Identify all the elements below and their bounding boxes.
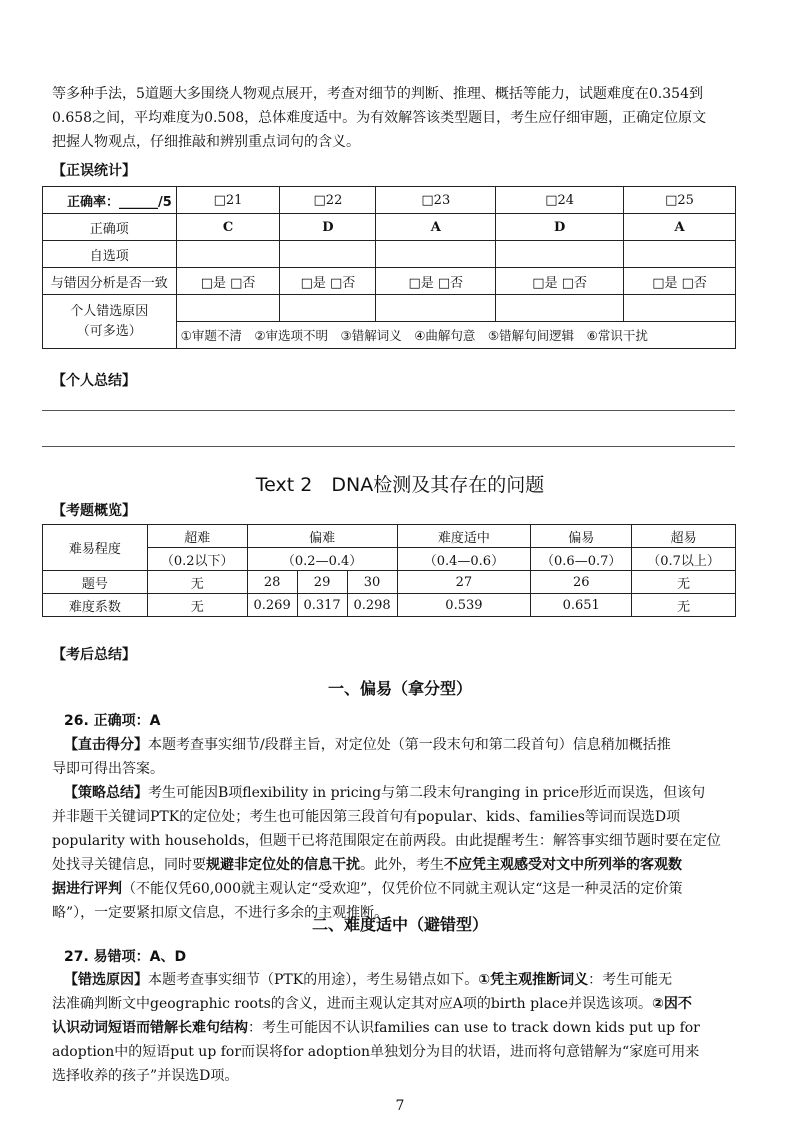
- tag: 【策略总结】: [64, 785, 148, 801]
- q27-title: 27. 易错项：A、D: [64, 949, 187, 965]
- text-line: [52, 733, 747, 757]
- question-checkbox[interactable]: □21: [176, 187, 280, 214]
- reason-cell[interactable]: [624, 295, 736, 322]
- section-heading: 二、难度适中（避错型）: [311, 915, 488, 934]
- summary-heading: 【个人总结】: [52, 373, 136, 389]
- text-line: [52, 853, 747, 877]
- text2-title: Text 2 DNA检测及其存在的问题: [255, 474, 545, 496]
- text: 考生可能因B项flexibility in pricing与第二段末句ranging in price形近而误选，但该句: [148, 785, 706, 801]
- qnum-cell: 27: [397, 571, 531, 594]
- coef-cell: 0.651: [531, 594, 632, 617]
- q26-body: [52, 733, 747, 925]
- level-name: 偏易: [531, 525, 632, 548]
- match-label: 与错因分析是否一致: [43, 268, 177, 295]
- match-checkbox[interactable]: □是 □否: [376, 268, 496, 295]
- question-checkbox[interactable]: □24: [496, 187, 624, 214]
- question-checkbox[interactable]: □22: [280, 187, 376, 214]
- reason-label-line: 个人错选原因: [70, 303, 149, 319]
- level-range: （0.7以上）: [632, 548, 736, 571]
- text-line: [52, 781, 747, 805]
- qnum-cell: 30: [347, 571, 397, 594]
- text: 处找寻关键信息，同时要: [52, 857, 206, 873]
- level-name: 难度适中: [397, 525, 531, 548]
- reason-cell[interactable]: [176, 295, 280, 322]
- level-range: （0.6—0.7）: [531, 548, 632, 571]
- overview-heading: 【考题概览】: [52, 503, 136, 519]
- q26-title: 26. 正确项：A: [64, 713, 161, 729]
- coef-cell: 无: [147, 594, 247, 617]
- emphasis: 不应凭主观感受对文中所列举的客观数: [444, 857, 682, 873]
- coef-label: 难度系数: [43, 594, 148, 617]
- post-heading: 【考后总结】: [52, 647, 136, 663]
- coef-cell: 无: [632, 594, 736, 617]
- text-line: 略”），一定要紧扣原文信息，不进行多余的主观推断。: [52, 905, 389, 921]
- emphasis: ②因不: [652, 996, 692, 1012]
- text: 。此外，考生: [360, 857, 444, 873]
- correct-answer: C: [176, 214, 280, 241]
- text: （不能仅凭60,000就主观认定“受欢迎”，仅凭价位不同就主观认定“这是一种灵活的定价策: [122, 881, 683, 897]
- text-line: [52, 992, 747, 1016]
- stats-heading: 【正误统计】: [52, 163, 136, 179]
- level-name: 偏难: [247, 525, 397, 548]
- summary-line[interactable]: [42, 410, 735, 411]
- level-label: 难易程度: [43, 525, 148, 571]
- tag: 【错选原因】: [64, 972, 148, 988]
- coef-cell: 0.269: [247, 594, 297, 617]
- page-number: 7: [395, 1098, 405, 1114]
- reason-cell[interactable]: [496, 295, 624, 322]
- level-name: 超难: [147, 525, 247, 548]
- level-range: （0.2—0.4）: [247, 548, 397, 571]
- match-checkbox[interactable]: □是 □否: [176, 268, 280, 295]
- qnum-cell: 无: [147, 571, 247, 594]
- correct-answer: A: [376, 214, 496, 241]
- chosen-cell[interactable]: [176, 241, 280, 268]
- level-range: （0.2以下）: [147, 548, 247, 571]
- chosen-cell[interactable]: [624, 241, 736, 268]
- stats-table: [42, 186, 736, 349]
- qnum-cell: 28: [247, 571, 297, 594]
- text-line: 并非题干关键词PTK的定位处；考生也可能因第三段首句有popular、kids、families等词而误选D项: [52, 809, 681, 825]
- correct-answer: D: [496, 214, 624, 241]
- overview-table: [42, 524, 736, 617]
- text: 本题考查事实细节（PTK的用途），考生易错点如下。: [148, 972, 479, 988]
- intro-line: 0.658之间，平均难度为0.508，总体难度适中。为有效解答该类型题目，考生应仔细审题，正确定位原文: [52, 110, 707, 126]
- question-checkbox[interactable]: □25: [624, 187, 736, 214]
- reason-cell[interactable]: [280, 295, 376, 322]
- text: ：考生可能因不认识families can use to track down kids put up for: [248, 1020, 700, 1036]
- summary-line[interactable]: [42, 446, 735, 447]
- match-checkbox[interactable]: □是 □否: [280, 268, 376, 295]
- tag: 【直击得分】: [64, 737, 148, 753]
- text-line: adoption中的短语put up for而误将for adoption单独划分为目的状语，进而将句意错解为“家庭可用来: [52, 1044, 700, 1060]
- text-line: [52, 968, 747, 992]
- question-checkbox[interactable]: □23: [376, 187, 496, 214]
- reason-label-line: （可多选）: [76, 323, 142, 339]
- section-heading: 一、偏易（拿分型）: [327, 679, 472, 698]
- chosen-cell[interactable]: [496, 241, 624, 268]
- intro-paragraph: [52, 82, 747, 154]
- intro-line: 等多种手法，5道题大多围绕人物观点展开，考查对细节的判断、推理、概括等能力，试题难度在0.354到: [52, 86, 703, 102]
- qnum-cell: 29: [297, 571, 347, 594]
- reason-options: ①审题不清 ②审选项不明 ③错解词义 ④曲解句意 ⑤错解句间逻辑 ⑥常识干扰: [176, 322, 735, 349]
- text: 法准确判断文中geographic roots的含义，进而主观认定其对应A项的birth place并误选该项。: [52, 996, 653, 1012]
- intro-line: 把握人物观点，仔细推敲和辨别重点词句的含义。: [52, 134, 360, 150]
- text-line: 选择收养的孩子”并误选D项。: [52, 1068, 239, 1084]
- coef-cell: 0.298: [347, 594, 397, 617]
- emphasis: 规避非定位处的信息干扰: [206, 857, 360, 873]
- text: ：考生可能无: [588, 972, 673, 988]
- chosen-label: 自选项: [43, 241, 177, 268]
- level-name: 超易: [632, 525, 736, 548]
- correct-answer: A: [624, 214, 736, 241]
- coef-cell: 0.317: [297, 594, 347, 617]
- emphasis: ①凭主观推断词义: [478, 972, 589, 988]
- chosen-cell[interactable]: [280, 241, 376, 268]
- match-checkbox[interactable]: □是 □否: [624, 268, 736, 295]
- qnum-label: 题号: [43, 571, 148, 594]
- text-line: 导即可得出答案。: [52, 761, 164, 777]
- coef-cell: 0.539: [397, 594, 531, 617]
- accuracy-label: 正确率：______/5: [43, 187, 177, 214]
- reason-label: [43, 295, 177, 349]
- text-line: [52, 877, 747, 901]
- reason-cell[interactable]: [376, 295, 496, 322]
- correct-answer: D: [280, 214, 376, 241]
- text-line: [52, 1016, 747, 1040]
- q27-body: [52, 968, 747, 1088]
- qnum-cell: 无: [632, 571, 736, 594]
- qnum-cell: 26: [531, 571, 632, 594]
- text-line: popularity with households，但题干已将范围限定在前两段。由此提醒考生：解答事实细节题时要在定位: [52, 833, 721, 849]
- emphasis: 据进行评判: [52, 881, 122, 897]
- correct-label: 正确项: [43, 214, 177, 241]
- match-checkbox[interactable]: □是 □否: [496, 268, 624, 295]
- level-range: （0.4—0.6）: [397, 548, 531, 571]
- chosen-cell[interactable]: [376, 241, 496, 268]
- text: 本题考查事实细节/段群主旨，对定位处（第一段末句和第二段首句）信息稍加概括推: [148, 737, 671, 753]
- emphasis: 认识动词短语而错解长难句结构: [52, 1020, 248, 1036]
